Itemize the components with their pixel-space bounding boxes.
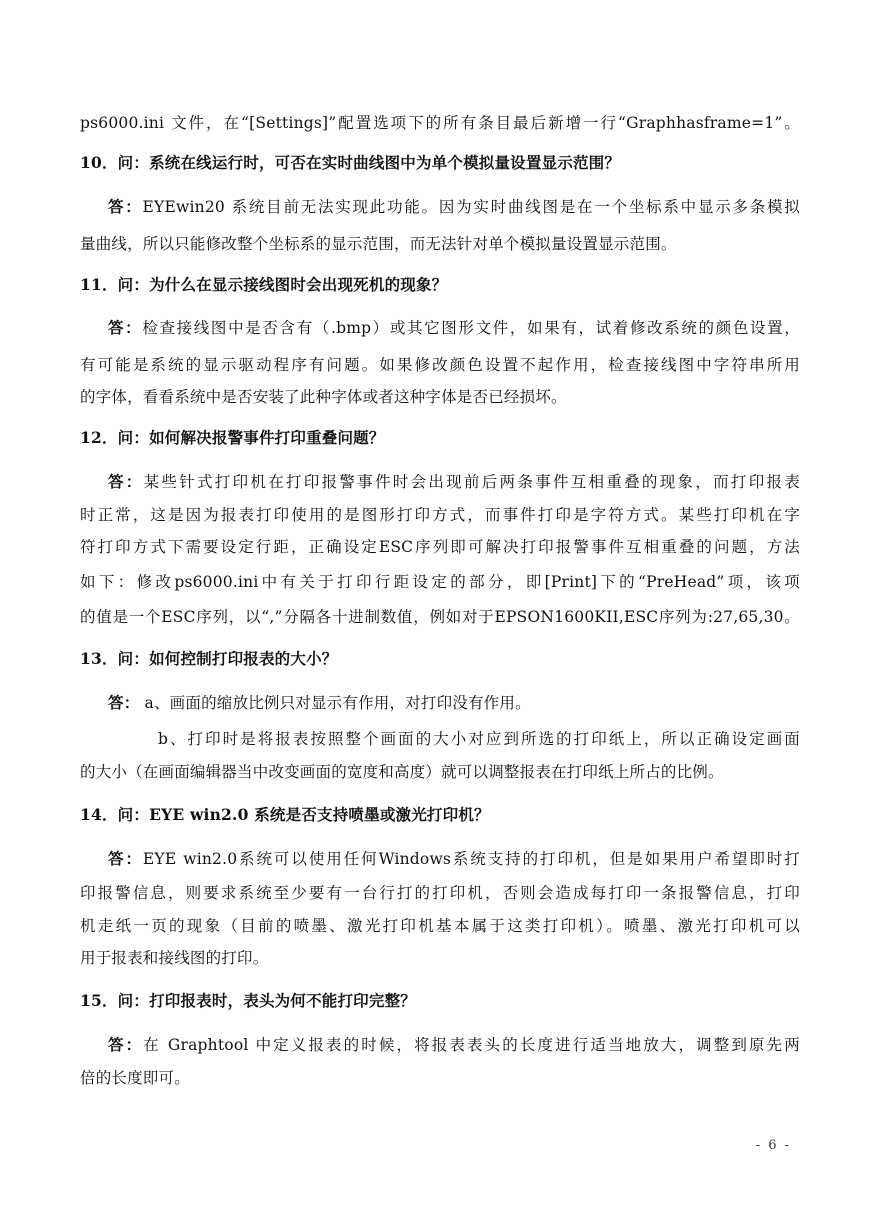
intro-text: ps6000.ini 文件，在“[Settings]”配置选项下的所有条目最后新增一行“Graphhasframe=1”。 — [80, 114, 800, 132]
answer-11-line-3: 的字体，看看系统中是否安装了此种字体或者这种字体是否已经损坏。 — [80, 388, 567, 406]
answer-12-line-4: 如下：修改ps6000.ini中有关于打印行距设定的部分，即[Print]下的“PreHead”项，该项 — [80, 573, 800, 591]
question-15: 15．问：打印报表时，表头为何不能打印完整？ — [80, 991, 416, 1010]
answer-text: EYE win2.0系统可以使用任何Windows系统支持的打印机，但是如果用户希望即时打 — [142, 850, 800, 868]
answer-10-line-1 — [108, 197, 800, 217]
answer-12-line-5: 的值是一个ESC序列，以“,”分隔各十进制数值，例如对于EPSON1600KII,ESC序列为:27,65,30。 — [80, 608, 800, 626]
answer-15-line-1 — [108, 1035, 800, 1055]
question-11: 11．问：为什么在显示接线图时会出现死机的现象？ — [80, 275, 448, 294]
answer-text: EYEwin20 系统目前无法实现此功能。因为实时曲线图是在一个坐标系中显示多条模拟 — [142, 198, 800, 216]
answer-label: 答： — [108, 197, 143, 216]
answer-12-line-1 — [108, 472, 800, 492]
page-number: - 6 - — [755, 1138, 791, 1153]
question-14: 14．问：EYE win2.0 系统是否支持喷墨或激光打印机？ — [80, 805, 490, 824]
answer-label: 答： — [108, 1035, 144, 1054]
question-12: 12．问：如何解决报警事件打印重叠问题？ — [80, 428, 385, 447]
answer-text: a、画面的缩放比例只对显示有作用，对打印没有作用。 — [139, 694, 531, 712]
answer-12-line-3: 符打印方式下需要设定行距，正确设定ESC序列即可解决打印报警事件互相重叠的问题，方法 — [80, 538, 800, 556]
answer-label: 答： — [108, 693, 140, 712]
answer-14-line-2: 印报警信息，则要求系统至少要有一台行打的打印机，否则会造成每打印一条报警信息，打印 — [80, 884, 800, 902]
answer-label: 答： — [108, 472, 144, 491]
answer-text: 在 Graphtool 中定义报表的时候，将报表表头的长度进行适当地放大，调整到原先两 — [143, 1036, 800, 1054]
answer-14-line-4: 用于报表和接线图的打印。 — [80, 949, 269, 967]
question-13: 13．问：如何控制打印报表的大小？ — [80, 649, 338, 668]
answer-label: 答： — [108, 318, 143, 337]
answer-13-line-2: b、打印时是将报表按照整个画面的大小对应到所选的打印纸上，所以正确设定画面 — [158, 730, 800, 748]
answer-text: 检查接线图中是否含有（.bmp）或其它图形文件，如果有，试着修改系统的颜色设置， — [142, 319, 800, 337]
answer-14-line-1 — [108, 849, 800, 869]
answer-10-line-2: 量曲线，所以只能修改整个坐标系的显示范围，而无法针对单个模拟量设置显示范围。 — [80, 235, 677, 253]
answer-13-line-3: 的大小（在画面编辑器当中改变画面的宽度和高度）就可以调整报表在打印纸上所占的比例。 — [80, 763, 724, 781]
answer-text: 某些针式打印机在打印报警事件时会出现前后两条事件互相重叠的现象，而打印报表 — [143, 473, 801, 491]
answer-12-line-2: 时正常，这是因为报表打印使用的是图形打印方式，而事件打印是字符方式。某些打印机在字 — [80, 506, 800, 524]
answer-13-line-1 — [108, 693, 800, 713]
answer-11-line-1 — [108, 318, 800, 338]
question-10: 10．问：系统在线运行时，可否在实时曲线图中为单个模拟量设置显示范围？ — [80, 153, 621, 172]
answer-11-line-2: 有可能是系统的显示驱动程序有问题。如果修改颜色设置不起作用，检查接线图中字符串所用 — [80, 356, 800, 374]
answer-label: 答： — [108, 849, 143, 868]
answer-15-line-2: 倍的长度即可。 — [80, 1069, 190, 1087]
answer-14-line-3: 机走纸一页的现象（目前的喷墨、激光打印机基本属于这类打印机）。喷墨、激光打印机可以 — [80, 917, 800, 935]
